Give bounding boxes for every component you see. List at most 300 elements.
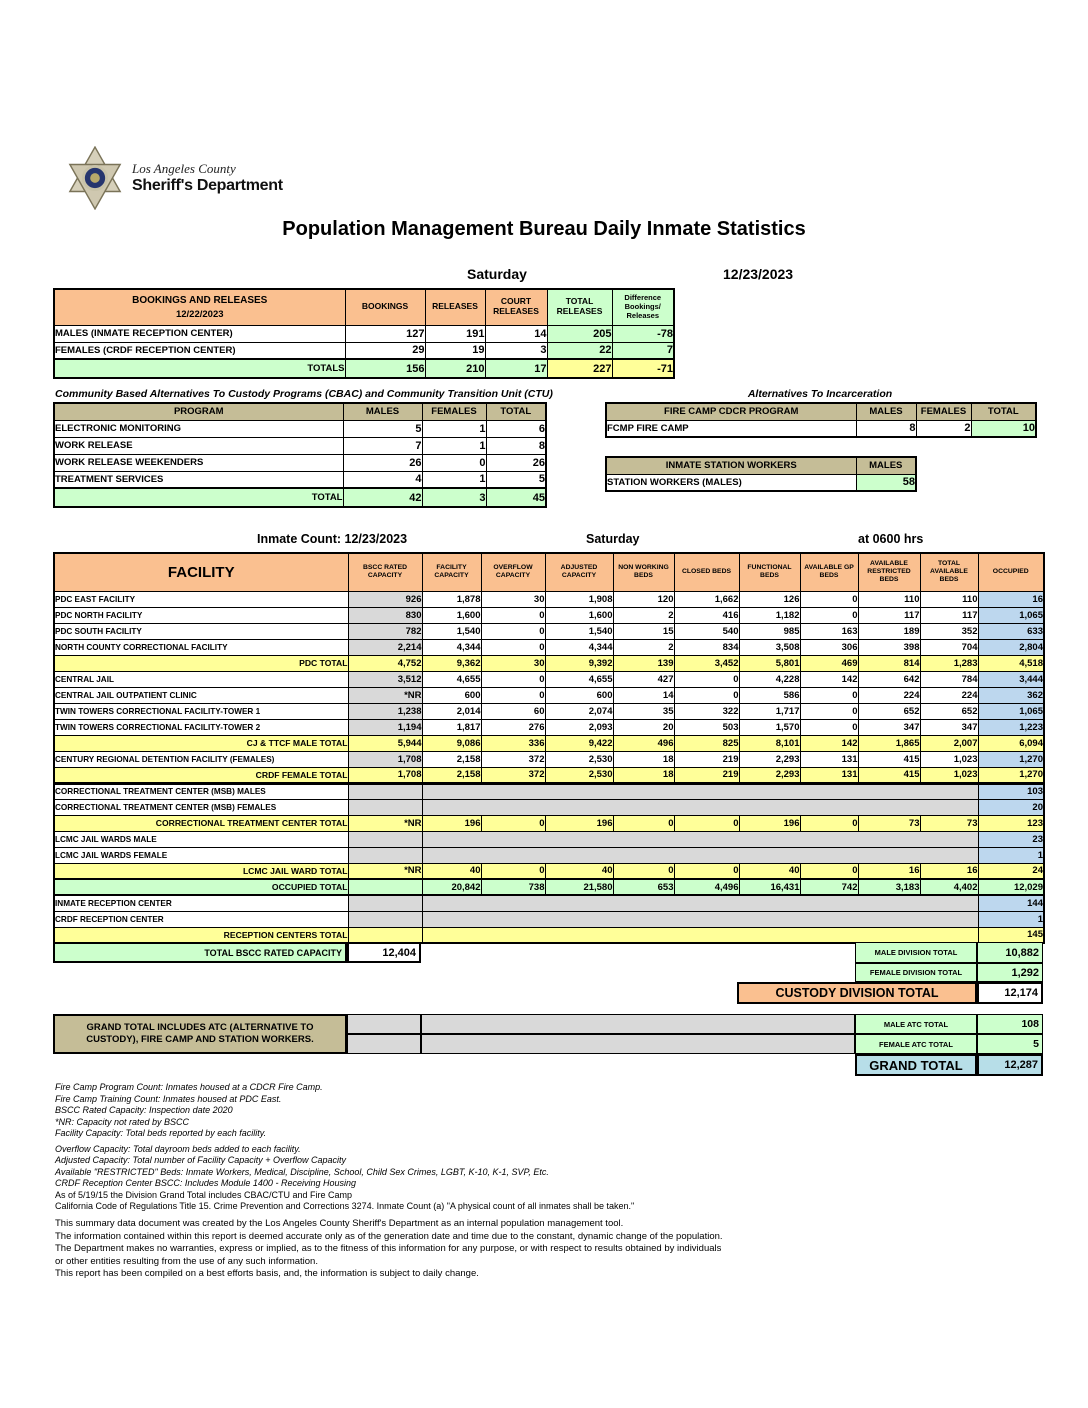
value-cell: 1,600 xyxy=(422,607,481,623)
value-cell: 1 xyxy=(422,471,486,488)
male-atc-total-value: 108 xyxy=(977,1014,1043,1034)
male-division-total-value: 10,882 xyxy=(977,942,1043,963)
value-cell: 0 xyxy=(800,703,858,719)
text-line: Facility Capacity: Total beds reported by each facility. xyxy=(55,1128,267,1138)
value-cell: 0 xyxy=(800,687,858,703)
text-line: As of 5/19/15 the Division Grand Total includes CBAC/CTU and Fire Camp xyxy=(55,1189,352,1200)
empty-cell xyxy=(348,895,422,911)
text-line: This summary data document was created by the Los Angeles County Sheriff's Department as an internal population management tool. xyxy=(55,1218,624,1229)
value-cell: 1,878 xyxy=(422,591,481,607)
col-program: PROGRAM xyxy=(54,403,343,420)
occupied-cell: 2,804 xyxy=(978,639,1044,655)
value-cell: 219 xyxy=(674,767,739,783)
station-workers-row xyxy=(606,474,916,491)
facility-total-row xyxy=(54,863,1044,879)
facility-row xyxy=(54,639,1044,655)
occupied-cell: 20 xyxy=(978,799,1044,815)
value-cell: 834 xyxy=(674,639,739,655)
value-cell: 17 xyxy=(485,359,547,378)
agency-dept-text: Sheriff's Department xyxy=(132,177,283,194)
value-cell: 825 xyxy=(674,735,739,751)
value-cell: 3,183 xyxy=(858,879,920,895)
facility-total-row xyxy=(54,655,1044,671)
value-cell: 469 xyxy=(800,655,858,671)
value-cell: 189 xyxy=(858,623,920,639)
value-cell: 704 xyxy=(920,639,978,655)
col-facility-capacity: FACILITY CAPACITY xyxy=(422,553,481,591)
col-closed-beds: CLOSED BEDS xyxy=(674,553,739,591)
facility-label: CENTRAL JAIL xyxy=(54,671,348,687)
occupied-cell: 1,223 xyxy=(978,719,1044,735)
facility-row xyxy=(54,591,1044,607)
value-cell: 2,293 xyxy=(739,751,800,767)
col-difference: Difference Bookings/ Releases xyxy=(612,289,674,325)
occupied-cell: 23 xyxy=(978,831,1044,847)
value-cell: 126 xyxy=(739,591,800,607)
facility-label: CRDF RECEPTION CENTER xyxy=(54,911,348,927)
bookings-header-row xyxy=(54,289,674,325)
value-cell: 1,865 xyxy=(858,735,920,751)
value-cell: 0 xyxy=(422,454,486,471)
value-cell: 0 xyxy=(674,815,739,831)
empty-span-cell xyxy=(422,895,978,911)
value-cell: 1,182 xyxy=(739,607,800,623)
value-cell: 1,908 xyxy=(545,591,613,607)
value-cell: 2,007 xyxy=(920,735,978,751)
facility-row xyxy=(54,895,1044,911)
text-line: Adjusted Capacity: Total number of Facility Capacity + Overflow Capacity xyxy=(55,1155,347,1165)
value-cell: 653 xyxy=(613,879,674,895)
col-total: TOTAL xyxy=(486,403,546,420)
value-cell: 9,422 xyxy=(545,735,613,751)
bookings-title: BOOKINGS AND RELEASES xyxy=(132,294,268,306)
col-total-available-beds: TOTAL AVAILABLE BEDS xyxy=(920,553,978,591)
value-cell: 415 xyxy=(858,767,920,783)
empty-cell xyxy=(348,927,422,943)
value-cell: 1,570 xyxy=(739,719,800,735)
value-cell: 0 xyxy=(481,639,545,655)
facility-label: PDC NORTH FACILITY xyxy=(54,607,348,623)
grand-total-note xyxy=(53,1014,347,1054)
facility-label: PDC TOTAL xyxy=(54,655,348,671)
value-cell: 40 xyxy=(422,863,481,879)
value-cell: 21,580 xyxy=(545,879,613,895)
total-bscc-value: 12,404 xyxy=(347,942,421,963)
value-cell: 9,392 xyxy=(545,655,613,671)
value-cell: 163 xyxy=(800,623,858,639)
value-cell: 20 xyxy=(613,719,674,735)
value-cell: 1,540 xyxy=(545,623,613,639)
value-cell: 0 xyxy=(481,671,545,687)
value-cell: 1,023 xyxy=(920,767,978,783)
grand-total-label: GRAND TOTAL xyxy=(855,1054,977,1076)
cbac-header-row xyxy=(54,403,546,420)
value-cell: 814 xyxy=(858,655,920,671)
value-cell: 372 xyxy=(481,767,545,783)
value-cell: 742 xyxy=(800,879,858,895)
value-cell: 18 xyxy=(613,767,674,783)
female-division-total-value: 1,292 xyxy=(977,963,1043,982)
facility-total-row xyxy=(54,879,1044,895)
value-cell: 738 xyxy=(481,879,545,895)
disclaimer xyxy=(55,1218,723,1281)
occupied-cell: 1,065 xyxy=(978,703,1044,719)
value-cell: 131 xyxy=(800,751,858,767)
row-label: FCMP FIRE CAMP xyxy=(606,420,856,437)
empty-cell xyxy=(348,783,422,799)
footnotes xyxy=(55,1082,634,1213)
occupied-cell: 103 xyxy=(978,783,1044,799)
value-cell: 26 xyxy=(486,454,546,471)
cbac-row xyxy=(54,437,546,454)
facility-row xyxy=(54,751,1044,767)
facility-label: LCMC JAIL WARDS MALE xyxy=(54,831,348,847)
value-cell: 196 xyxy=(422,815,481,831)
col-bscc-rated-capacity: BSCC RATED CAPACITY xyxy=(348,553,422,591)
cbac-total-row xyxy=(54,488,546,507)
value-cell: 2,014 xyxy=(422,703,481,719)
occupied-cell: 123 xyxy=(978,815,1044,831)
bookings-row xyxy=(54,325,674,342)
value-cell: 3,508 xyxy=(739,639,800,655)
value-cell: 1,600 xyxy=(545,607,613,623)
value-cell xyxy=(348,879,422,895)
sheriff-star-icon xyxy=(66,146,124,210)
empty-span-cell xyxy=(422,927,978,943)
empty-span-cell xyxy=(422,783,978,799)
value-cell: 416 xyxy=(674,607,739,623)
facility-label: INMATE RECEPTION CENTER xyxy=(54,895,348,911)
value-cell: 0 xyxy=(481,623,545,639)
value-cell: 19 xyxy=(425,342,485,359)
occupied-cell: 144 xyxy=(978,895,1044,911)
facility-row xyxy=(54,671,1044,687)
value-cell: 0 xyxy=(481,863,545,879)
station-workers-header-row xyxy=(606,457,916,474)
value-cell: 0 xyxy=(800,719,858,735)
custody-division-total-label: CUSTODY DIVISION TOTAL xyxy=(737,982,977,1004)
value-cell: 1,717 xyxy=(739,703,800,719)
value-cell: 7 xyxy=(612,342,674,359)
value-cell: 0 xyxy=(613,815,674,831)
value-cell: 4,344 xyxy=(545,639,613,655)
facility-label: LCMC JAIL WARD TOTAL xyxy=(54,863,348,879)
empty-cell xyxy=(348,847,422,863)
text-line: California Code of Regulations Title 15. Crime Prevention and Corrections 3274. Inmate Count (a) "A physical count of all inmates shall be taken." xyxy=(55,1201,635,1211)
value-cell: 5,801 xyxy=(739,655,800,671)
value-cell: 1,817 xyxy=(422,719,481,735)
empty-span-cell xyxy=(422,911,978,927)
text-line: This report has been compiled on a best efforts basis, and, the information is subject to daily change. xyxy=(55,1268,479,1279)
row-label: STATION WORKERS (MALES) xyxy=(606,474,856,491)
facility-label: PDC EAST FACILITY xyxy=(54,591,348,607)
value-cell: 224 xyxy=(920,687,978,703)
empty-span-cell xyxy=(422,847,978,863)
value-cell: -71 xyxy=(612,359,674,378)
value-cell: 5 xyxy=(486,471,546,488)
empty-cell xyxy=(348,831,422,847)
value-cell: 0 xyxy=(613,863,674,879)
facility-total-row xyxy=(54,735,1044,751)
facility-label: NORTH COUNTY CORRECTIONAL FACILITY xyxy=(54,639,348,655)
value-cell: 2 xyxy=(613,639,674,655)
value-cell: 8 xyxy=(856,420,916,437)
value-cell: 117 xyxy=(920,607,978,623)
value-cell: 14 xyxy=(613,687,674,703)
male-division-total-label: MALE DIVISION TOTAL xyxy=(855,942,977,963)
value-cell: 9,086 xyxy=(422,735,481,751)
value-cell: 4 xyxy=(343,471,422,488)
col-available-gp-beds: AVAILABLE GP BEDS xyxy=(800,553,858,591)
col-functional-beds: FUNCTIONAL BEDS xyxy=(739,553,800,591)
value-cell: 3,512 xyxy=(348,671,422,687)
atc-gray-cell xyxy=(347,1034,421,1054)
occupied-cell: 145 xyxy=(978,927,1044,943)
occupied-cell: 6,094 xyxy=(978,735,1044,751)
value-cell: 1,708 xyxy=(348,767,422,783)
text-line: Overflow Capacity: Total dayroom beds added to each facility. xyxy=(55,1143,301,1154)
facility-header-row xyxy=(54,553,1044,591)
agency-county-text: Los Angeles County xyxy=(132,161,236,176)
value-cell: 120 xyxy=(613,591,674,607)
value-cell: 191 xyxy=(425,325,485,342)
col-facility: FACILITY xyxy=(54,553,348,591)
value-cell: 2,293 xyxy=(739,767,800,783)
col-adjusted-capacity: ADJUSTED CAPACITY xyxy=(545,553,613,591)
occupied-cell: 1,270 xyxy=(978,767,1044,783)
row-label: FEMALES (CRDF RECEPTION CENTER) xyxy=(54,342,345,359)
facility-row xyxy=(54,607,1044,623)
value-cell: 2,530 xyxy=(545,751,613,767)
fire-camp-header-row xyxy=(606,403,1036,420)
value-cell: -78 xyxy=(612,325,674,342)
bookings-totals-row xyxy=(54,359,674,378)
value-cell: 4,228 xyxy=(739,671,800,687)
value-cell: 4,752 xyxy=(348,655,422,671)
value-cell: 503 xyxy=(674,719,739,735)
row-label: WORK RELEASE xyxy=(54,437,343,454)
col-releases: RELEASES xyxy=(425,289,485,325)
value-cell: 1,023 xyxy=(920,751,978,767)
value-cell: 2,214 xyxy=(348,639,422,655)
value-cell: 5,944 xyxy=(348,735,422,751)
col-inmate-station-workers: INMATE STATION WORKERS xyxy=(606,457,856,474)
value-cell: 336 xyxy=(481,735,545,751)
col-total: TOTAL xyxy=(971,403,1036,420)
facility-row xyxy=(54,719,1044,735)
facility-label: LCMC JAIL WARDS FEMALE xyxy=(54,847,348,863)
value-cell: 0 xyxy=(800,591,858,607)
value-cell: 10 xyxy=(971,420,1036,437)
male-atc-total-label: MALE ATC TOTAL xyxy=(855,1014,977,1034)
facility-row xyxy=(54,623,1044,639)
value-cell: 30 xyxy=(481,591,545,607)
value-cell: 16 xyxy=(858,863,920,879)
col-females: FEMALES xyxy=(422,403,486,420)
value-cell: 110 xyxy=(920,591,978,607)
facility-label: TWIN TOWERS CORRECTIONAL FACILITY-TOWER 1 xyxy=(54,703,348,719)
value-cell: 372 xyxy=(481,751,545,767)
value-cell: 1,708 xyxy=(348,751,422,767)
value-cell: 4,655 xyxy=(422,671,481,687)
value-cell: 42 xyxy=(343,488,422,507)
col-males: MALES xyxy=(856,403,916,420)
empty-span-cell xyxy=(422,831,978,847)
facility-label: PDC SOUTH FACILITY xyxy=(54,623,348,639)
col-court-releases: COURT RELEASES xyxy=(485,289,547,325)
facility-row xyxy=(54,847,1044,863)
cbac-row xyxy=(54,454,546,471)
facility-row xyxy=(54,799,1044,815)
value-cell: 352 xyxy=(920,623,978,639)
value-cell: 415 xyxy=(858,751,920,767)
value-cell: 347 xyxy=(858,719,920,735)
value-cell: 110 xyxy=(858,591,920,607)
value-cell: 210 xyxy=(425,359,485,378)
value-cell: 1,540 xyxy=(422,623,481,639)
value-cell: 5 xyxy=(343,420,422,437)
col-females: FEMALES xyxy=(916,403,971,420)
facility-row xyxy=(54,911,1044,927)
inmate-count-label: Inmate Count: 12/23/2023 xyxy=(257,532,408,546)
value-cell: 1,238 xyxy=(348,703,422,719)
value-cell: 1,283 xyxy=(920,655,978,671)
row-label: TREATMENT SERVICES xyxy=(54,471,343,488)
value-cell: 276 xyxy=(481,719,545,735)
occupied-cell: 1 xyxy=(978,911,1044,927)
value-cell: 14 xyxy=(485,325,547,342)
occupied-cell: 12,029 xyxy=(978,879,1044,895)
value-cell: 40 xyxy=(545,863,613,879)
value-cell: 196 xyxy=(545,815,613,831)
value-cell: 3 xyxy=(422,488,486,507)
col-males: MALES xyxy=(343,403,422,420)
grand-total-value: 12,287 xyxy=(977,1054,1043,1076)
page-title: Population Management Bureau Daily Inmate Statistics xyxy=(282,218,806,240)
value-cell: 2 xyxy=(916,420,971,437)
value-cell: 322 xyxy=(674,703,739,719)
empty-cell xyxy=(348,799,422,815)
value-cell: 600 xyxy=(422,687,481,703)
value-cell: 4,402 xyxy=(920,879,978,895)
value-cell: 398 xyxy=(858,639,920,655)
value-cell: 8,101 xyxy=(739,735,800,751)
col-overflow-capacity: OVERFLOW CAPACITY xyxy=(481,553,545,591)
value-cell: 2,530 xyxy=(545,767,613,783)
value-cell: 642 xyxy=(858,671,920,687)
fire-camp-row xyxy=(606,420,1036,437)
value-cell: 16 xyxy=(920,863,978,879)
value-cell: 73 xyxy=(858,815,920,831)
value-cell: 496 xyxy=(613,735,674,751)
value-cell: 219 xyxy=(674,751,739,767)
occupied-cell: 4,518 xyxy=(978,655,1044,671)
value-cell: 0 xyxy=(481,607,545,623)
value-cell: *NR xyxy=(348,687,422,703)
facility-row xyxy=(54,831,1044,847)
bookings-date: 12/22/2023 xyxy=(175,308,224,320)
text-line: Fire Camp Program Count: Inmates housed at a CDCR Fire Camp. xyxy=(55,1082,323,1092)
col-fire-camp-program: FIRE CAMP CDCR PROGRAM xyxy=(606,403,856,420)
value-cell: 0 xyxy=(800,607,858,623)
value-cell: 45 xyxy=(486,488,546,507)
value-cell: 985 xyxy=(739,623,800,639)
fire-camp-table xyxy=(605,402,1037,438)
facility-label: CRDF FEMALE TOTAL xyxy=(54,767,348,783)
facility-label: CJ & TTCF MALE TOTAL xyxy=(54,735,348,751)
value-cell: 131 xyxy=(800,767,858,783)
facility-row xyxy=(54,783,1044,799)
facility-row xyxy=(54,687,1044,703)
value-cell: 1 xyxy=(422,420,486,437)
empty-cell xyxy=(348,911,422,927)
text-line: BSCC Rated Capacity: Inspection date 2020 xyxy=(55,1105,233,1115)
value-cell: 652 xyxy=(858,703,920,719)
value-cell: 0 xyxy=(800,815,858,831)
facility-row xyxy=(54,703,1044,719)
cbac-row xyxy=(54,471,546,488)
occupied-cell: 633 xyxy=(978,623,1044,639)
occupied-cell: 362 xyxy=(978,687,1044,703)
col-total-releases: TOTAL RELEASES xyxy=(547,289,612,325)
value-cell: 142 xyxy=(800,671,858,687)
bookings-table xyxy=(53,288,675,379)
facility-statistics-table xyxy=(53,552,1045,944)
inmate-count-time: at 0600 hrs xyxy=(858,532,924,546)
value-cell: *NR xyxy=(348,815,422,831)
value-cell: 2,158 xyxy=(422,751,481,767)
value-cell: 652 xyxy=(920,703,978,719)
value-cell: 926 xyxy=(348,591,422,607)
col-available-restricted-beds: AVAILABLE RESTRICTED BEDS xyxy=(858,553,920,591)
grand-total-note-line1: GRAND TOTAL INCLUDES ATC (ALTERNATIVE TO xyxy=(86,1021,314,1033)
value-cell: 784 xyxy=(920,671,978,687)
col-non-working-beds: NON WORKING BEDS xyxy=(613,553,674,591)
row-label: TOTALS xyxy=(54,359,345,378)
value-cell: 20,842 xyxy=(422,879,481,895)
text-line: or other entities resulting from the use of any such information. xyxy=(55,1255,318,1267)
value-cell: 227 xyxy=(547,359,612,378)
facility-label: CORRECTIONAL TREATMENT CENTER (MSB) MALES xyxy=(54,783,348,799)
text-line: The Department makes no warranties, express or implied, as to the fitness of this information for any purpose, or with respect to results obtained by individuals xyxy=(55,1243,722,1254)
value-cell: 1,194 xyxy=(348,719,422,735)
atc-gray-span xyxy=(421,1034,855,1054)
agency-name xyxy=(132,161,283,195)
report-day: Saturday xyxy=(467,266,527,282)
col-males: MALES xyxy=(856,457,916,474)
custody-division-total-value: 12,174 xyxy=(977,982,1043,1004)
value-cell: 196 xyxy=(739,815,800,831)
grand-total-note-line2: CUSTODY), FIRE CAMP AND STATION WORKERS. xyxy=(86,1034,314,1045)
facility-total-row xyxy=(54,927,1044,943)
value-cell: 3,452 xyxy=(674,655,739,671)
facility-label: TWIN TOWERS CORRECTIONAL FACILITY-TOWER 2 xyxy=(54,719,348,735)
female-atc-total-value: 5 xyxy=(977,1034,1043,1054)
value-cell: 2,158 xyxy=(422,767,481,783)
value-cell: 830 xyxy=(348,607,422,623)
value-cell: 6 xyxy=(486,420,546,437)
value-cell: 18 xyxy=(613,751,674,767)
agency-header xyxy=(66,146,283,210)
facility-label: OCCUPIED TOTAL xyxy=(54,879,348,895)
cbac-table xyxy=(53,402,547,508)
value-cell: 0 xyxy=(481,815,545,831)
value-cell: 306 xyxy=(800,639,858,655)
value-cell: 4,496 xyxy=(674,879,739,895)
value-cell: 2 xyxy=(613,607,674,623)
value-cell: 0 xyxy=(674,687,739,703)
bookings-row xyxy=(54,342,674,359)
